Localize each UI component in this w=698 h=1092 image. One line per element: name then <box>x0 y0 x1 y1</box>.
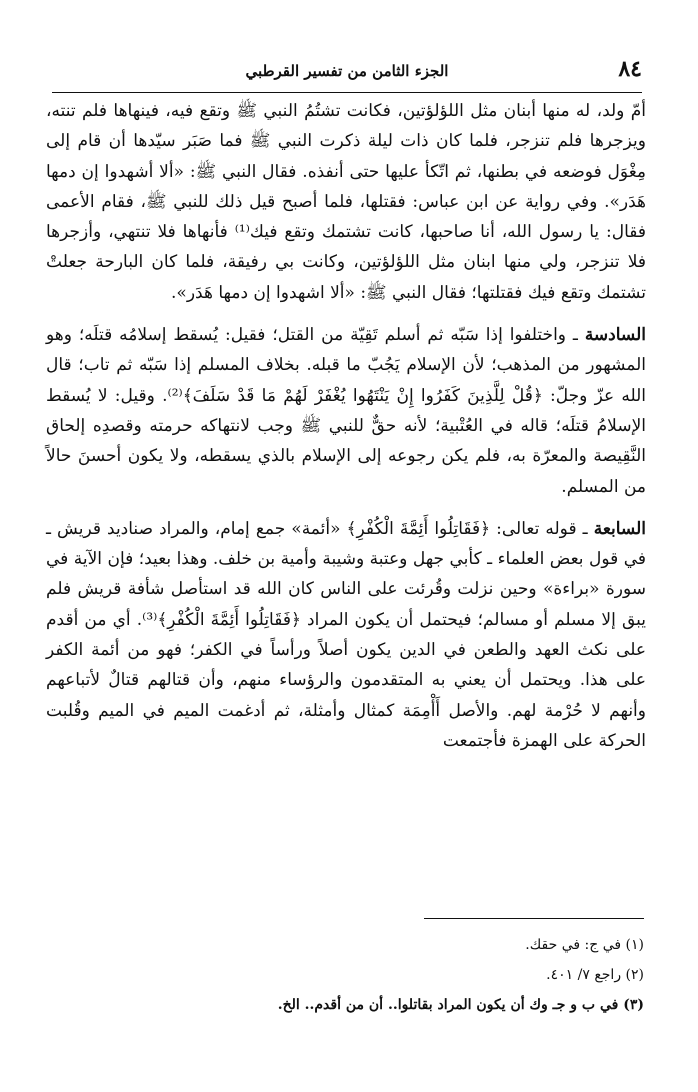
footnote: (٢) راجع ٧/ ٤٠١. <box>546 967 644 983</box>
page-header <box>52 52 642 93</box>
paragraph <box>46 514 646 756</box>
section-label: السابعة <box>593 518 646 539</box>
footnotes <box>54 930 644 1020</box>
page-number: ٨٤ <box>618 56 642 82</box>
paragraph-text: أمّ ولد، له منها أبنان مثل اللؤلؤتين، فكانت تشتُمُ النبي ﷺ وتقع فيه، فينهاها فلم تنته، ويزجرها فلم تنزجر، فلما كان ذات ليلة ذكرت النبي ﷺ فما صَبَر سيّدها أن قام إلى مِغْوَل فوضعه في بطنها، ثم اتّكأ عليها حتى أنفذه. فقال النبي ﷺ: «ألا أشهدوا إن دمها هَدَر». وفي رواية عن ابن عباس: فقتلها، فلما أصبح قيل ذلك للنبي ﷺ، فقام الأعمى فقال: يا رسول الله، أنا صاحبها، كانت تشتمك وتقع فيك⁽¹⁾ فأنهاها فلا تنتهي، وأزجرها فلا تنزجر، ولي منها ابنان مثل اللؤلؤتين، وكانت بي رفيقة، فلما كان البارحة جعلتْ تشتمك وتقع فيك فقتلتها؛ فقال النبي ﷺ: «ألا اشهدوا إن دمها هَدَر». <box>46 101 646 303</box>
section-label: السادسة <box>584 325 646 346</box>
footnote-divider <box>424 918 644 919</box>
paragraph <box>46 96 646 308</box>
paragraph-text: ـ قوله تعالى: ﴿فَقَاتِلُوا أَئِمَّةَ الْكُفْرِ﴾ «أئمة» جمع إمام، والمراد صناديد قريش ـ في قول بعض العلماء ـ كأبي جهل وعتبة وشيبة وأمية بن خلف. وهذا بعيد؛ فإن الآية في سورة «براءة» وحين نزلت وقُرئت على الناس كان الله قد استأصل شأفة قريش فلم يبق إلا مسلم أو مسالم؛ فيحتمل أن يكون المراد ﴿فَقَاتِلُوا أَئِمَّةَ الْكُفْرِ﴾⁽³⁾. أي من أقدم على نكث العهد والطعن في الدين يكون أصلاً ورأساً في الكفر؛ فهو من أئمة الكفر على هذا. ويحتمل أن يعني به المتقدمون والرؤساء منهم، وأن قتالهم قتالٌ لأتباعهم وأنهم لا حُرْمة لهم. والأصل أَأْمِمَة كمثال وأمثلة، ثم أدغمت الميم في الميم وقُلبت الحركة على الهمزة فأجتمعت <box>46 518 646 751</box>
footnote: (٣) في ب و جـ وك أن يكون المراد بقاتلوا.. أن من أقدم.. الخ. <box>277 997 644 1013</box>
body-text <box>46 96 646 756</box>
footnote: (١) في ج: في حقك. <box>525 937 644 953</box>
paragraph-text: ـ واختلفوا إذا سَبّه ثم أسلم تَقِيّة من القتل؛ فقيل: يُسقط إسلامُه قتلَه؛ وهو المشهور من المذهب؛ لأن الإسلام يَجُبّ ما قبله. بخلاف المسلم إذا سَبّه ثم تاب؛ قال الله عزّ وجلّ: ﴿قُلْ لِلَّذِينَ كَفَرُوا إِنْ يَنْتَهُوا يُغْفَرْ لَهُمْ مَا قَدْ سَلَفَ﴾⁽²⁾. وقيل: لا يُسقط الإسلامُ قتلَه؛ قاله في العُتْبية؛ لأنه حقٌّ للنبي ﷺ وجب لانتهاكه حرمته وقصدِه إلحاق النَّقِيصة والمعرّة به، فلم يكن رجوعه إلى الإسلام بالذي يسقطه، ولا يكون أحسنَ حالاً من المسلم. <box>46 325 646 497</box>
running-title: الجزء الثامن من تفسير القرطبي <box>245 62 449 80</box>
paragraph <box>46 320 646 502</box>
